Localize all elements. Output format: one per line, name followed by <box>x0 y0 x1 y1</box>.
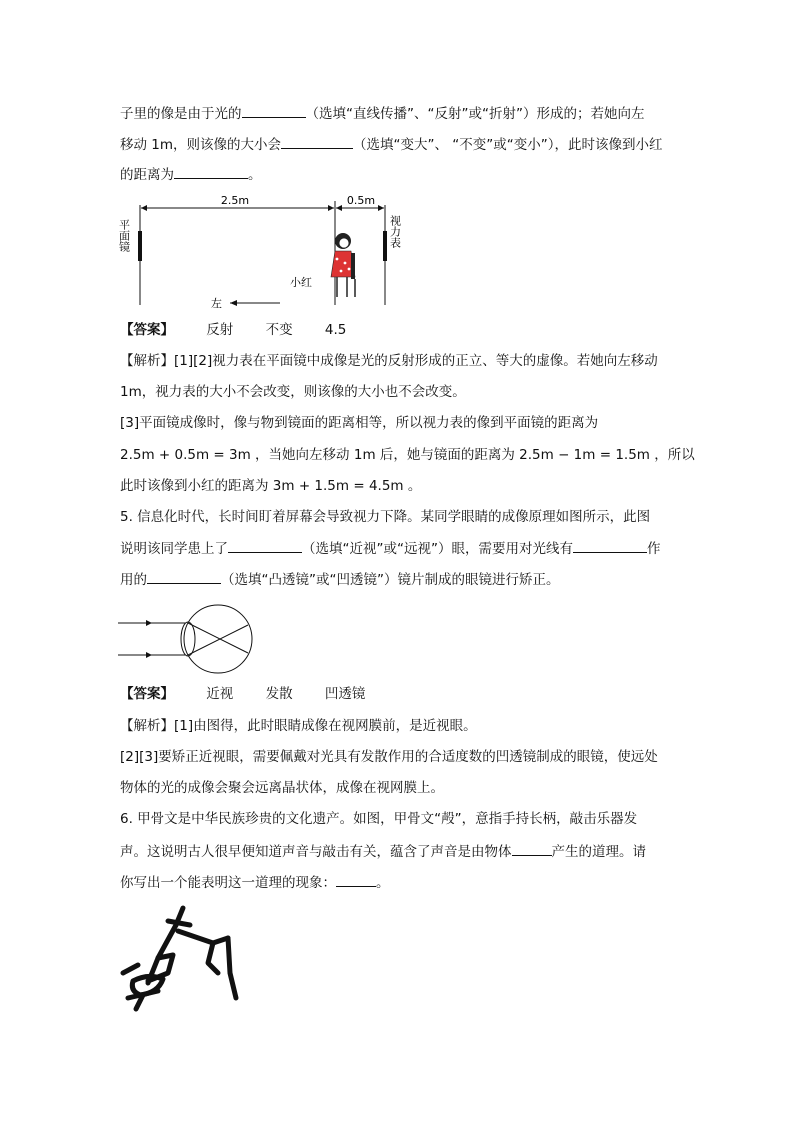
q6-line-1: 6. 甲骨文是中华民族珍贵的文化遗产。如图，甲骨文“殸”，意指手持长柄，敲击乐器发 <box>120 811 638 827</box>
distance-label-2: 0.5m <box>346 194 376 207</box>
q4-line-1: 子里的像是由于光的 （选填“直线传播”、“反射”或“折射”）形成的；若她向左 <box>120 103 644 124</box>
q5-analysis-1: 【解析】[1]由图得，此时眼睛成像在视网膜前，是近视眼。 <box>120 718 477 734</box>
q5-analysis-3: 物体的光的成像会聚会远离晶状体，成像在视网膜上。 <box>120 780 444 796</box>
answer-blank <box>573 538 647 553</box>
q4-line-2: 移动 1m，则该像的大小会 （选填“变大”、 “不变”或“变小”），此时该像到小红 <box>120 134 663 155</box>
mirror-figure <box>115 193 402 313</box>
oracle-bone-glyph-icon <box>118 903 243 1011</box>
mirror-label: 平面镜 <box>117 219 131 252</box>
eye-diagram <box>118 603 258 675</box>
q5-analysis-2: [2][3]要矫正近视眼，需要佩戴对光具有发散作用的合适度数的凹透镜制成的眼镜，使远处 <box>120 749 658 765</box>
q4-analysis-3: [3]平面镜成像时，像与物到镜面的距离相等，所以视力表的像到平面镜的距离为 <box>120 415 599 431</box>
q4-line-3: 的距离为 。 <box>120 164 262 185</box>
q4-analysis-5: 此时该像到小红的距离为 3m + 1.5m = 4.5m 。 <box>120 478 422 494</box>
q5-answer: 【答案】 近视 发散 凹透镜 <box>120 686 366 702</box>
answer-blank <box>147 569 221 584</box>
answer-blank <box>512 841 552 856</box>
answer-blank <box>281 134 353 149</box>
chart-label: 视力表 <box>388 215 402 248</box>
q6-line-3: 你写出一个能表明这一道理的现象： 。 <box>120 872 390 893</box>
girl-label: 小红 <box>290 276 312 289</box>
left-label: 左 <box>211 297 222 310</box>
q5-line-1: 5. 信息化时代，长时间盯着屏幕会导致视力下降。某同学眼睛的成像原理如图所示，此图 <box>120 509 651 525</box>
q4-analysis-4: 2.5m + 0.5m = 3m ，当她向左移动 1m 后，她与镜面的距离为 2.5m − 1m = 1.5m ，所以 <box>120 447 695 463</box>
q5-line-2: 说明该同学患上了 （选填“近视”或“远视”）眼，需要用对光线有 作 <box>120 538 660 559</box>
answer-blank <box>228 538 302 553</box>
answer-blank <box>242 103 306 118</box>
q5-answer-1: 近视 <box>206 686 234 702</box>
q4-analysis-1: 【解析】[1][2]视力表在平面镜中成像是光的反射形成的正立、等大的虚像。若她向左移动 <box>120 353 658 369</box>
q4-answer-2: 不变 <box>265 322 293 338</box>
answer-blank <box>174 164 248 179</box>
q4-answer: 【答案】 反射 不变 4.5 <box>120 322 347 338</box>
q4-analysis-2: 1m，视力表的大小不会改变，则该像的大小也不会改变。 <box>120 384 466 400</box>
q4-answer-3: 4.5 <box>324 322 347 338</box>
q4-answer-1: 反射 <box>206 322 234 338</box>
q5-answer-2: 发散 <box>265 686 293 702</box>
q6-line-2: 声。这说明古人很早便知道声音与敲击有关，蕴含了声音是由物体 产生的道理。请 <box>120 841 646 862</box>
answer-blank <box>336 872 376 887</box>
q5-line-3: 用的 （选填“凸透镜”或“凹透镜”）镜片制成的眼镜进行矫正。 <box>120 569 559 590</box>
distance-label-1: 2.5m <box>220 194 250 207</box>
q5-answer-3: 凹透镜 <box>324 686 366 702</box>
